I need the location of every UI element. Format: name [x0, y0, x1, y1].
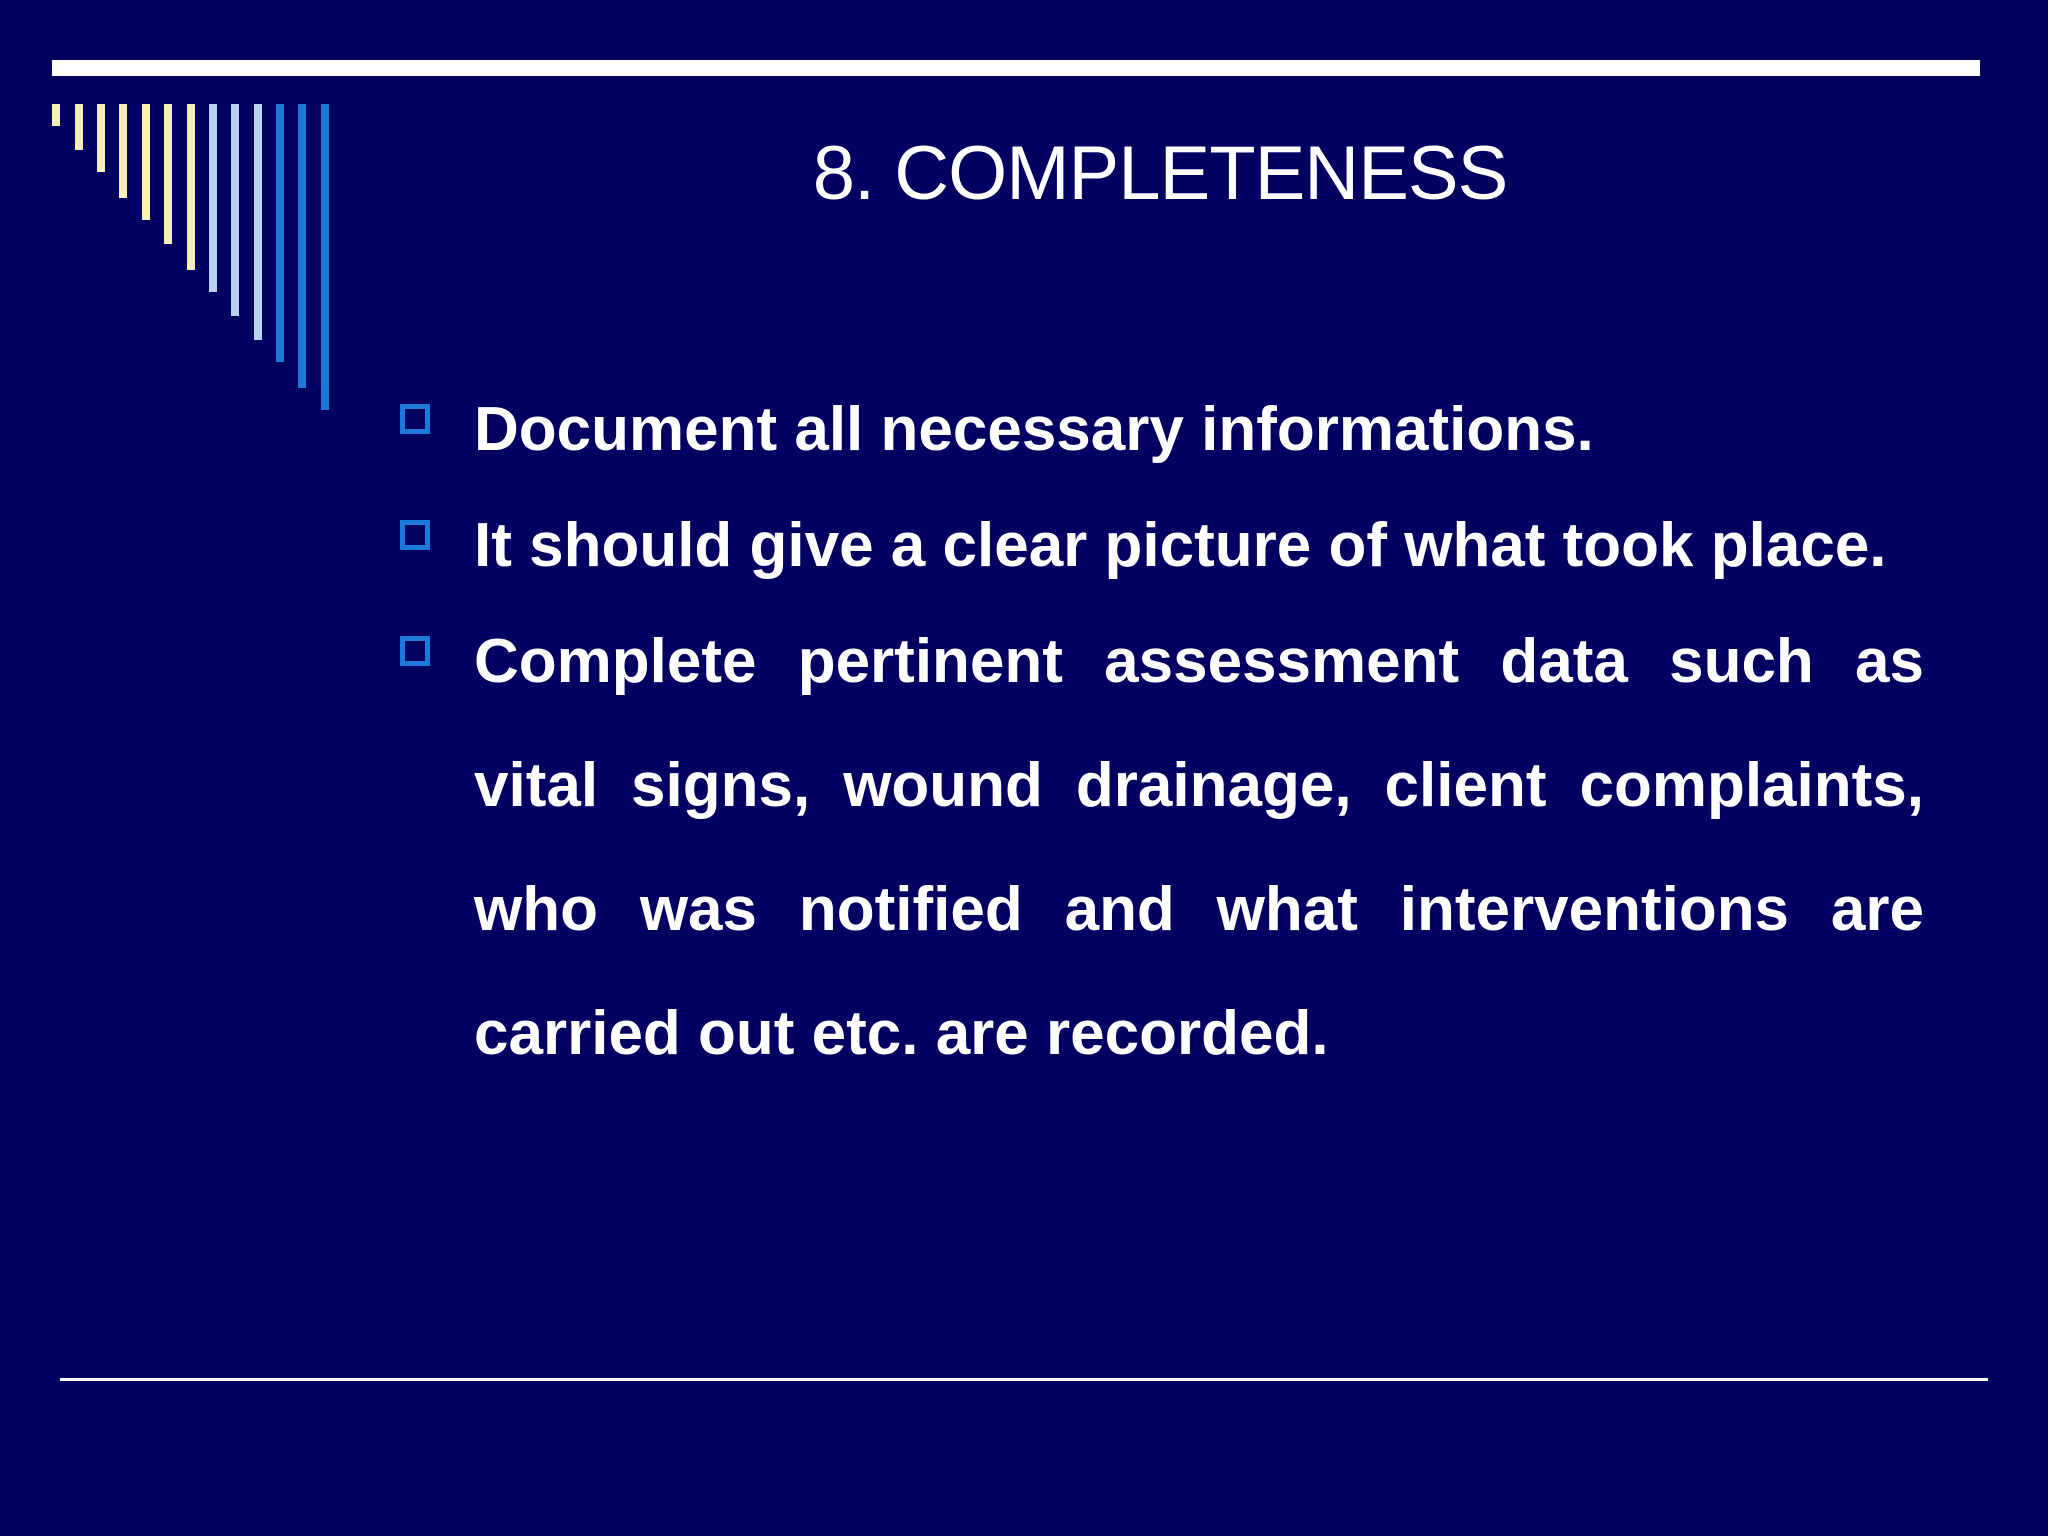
bullet-item	[400, 484, 1924, 608]
stripe-11	[276, 104, 284, 362]
bullet-text: It should give a clear picture of what took place.	[474, 511, 1887, 580]
stripe-10	[254, 104, 262, 340]
stripe-12	[298, 104, 306, 388]
stripe-5	[142, 104, 150, 220]
bullet-list	[400, 388, 1924, 1108]
stripe-9	[231, 104, 239, 316]
stripe-2	[75, 104, 83, 150]
bullet-item	[400, 600, 1924, 1096]
stripe-4	[119, 104, 127, 198]
bottom-divider-line	[60, 1378, 1988, 1381]
hollow-square-bullet-icon	[400, 404, 430, 434]
hollow-square-bullet-icon	[400, 520, 430, 550]
stripe-6	[164, 104, 172, 244]
bullet-text: Complete pertinent assessment data such as vital signs, wound drainage, client complaints, who was notified and what interventions are carried out etc. are recorded.	[474, 627, 1924, 1068]
stripe-3	[97, 104, 105, 172]
hollow-square-bullet-icon	[400, 636, 430, 666]
stripe-7	[187, 104, 195, 270]
stripe-1	[52, 104, 60, 126]
decorative-stripes	[0, 0, 340, 420]
slide-title: 8. COMPLETENESS	[812, 131, 1508, 216]
bullet-text: Document all necessary informations.	[474, 395, 1594, 464]
top-divider-line	[52, 60, 1980, 76]
stripe-8	[209, 104, 217, 292]
stripe-13	[321, 104, 329, 410]
bullet-item	[400, 368, 1924, 492]
